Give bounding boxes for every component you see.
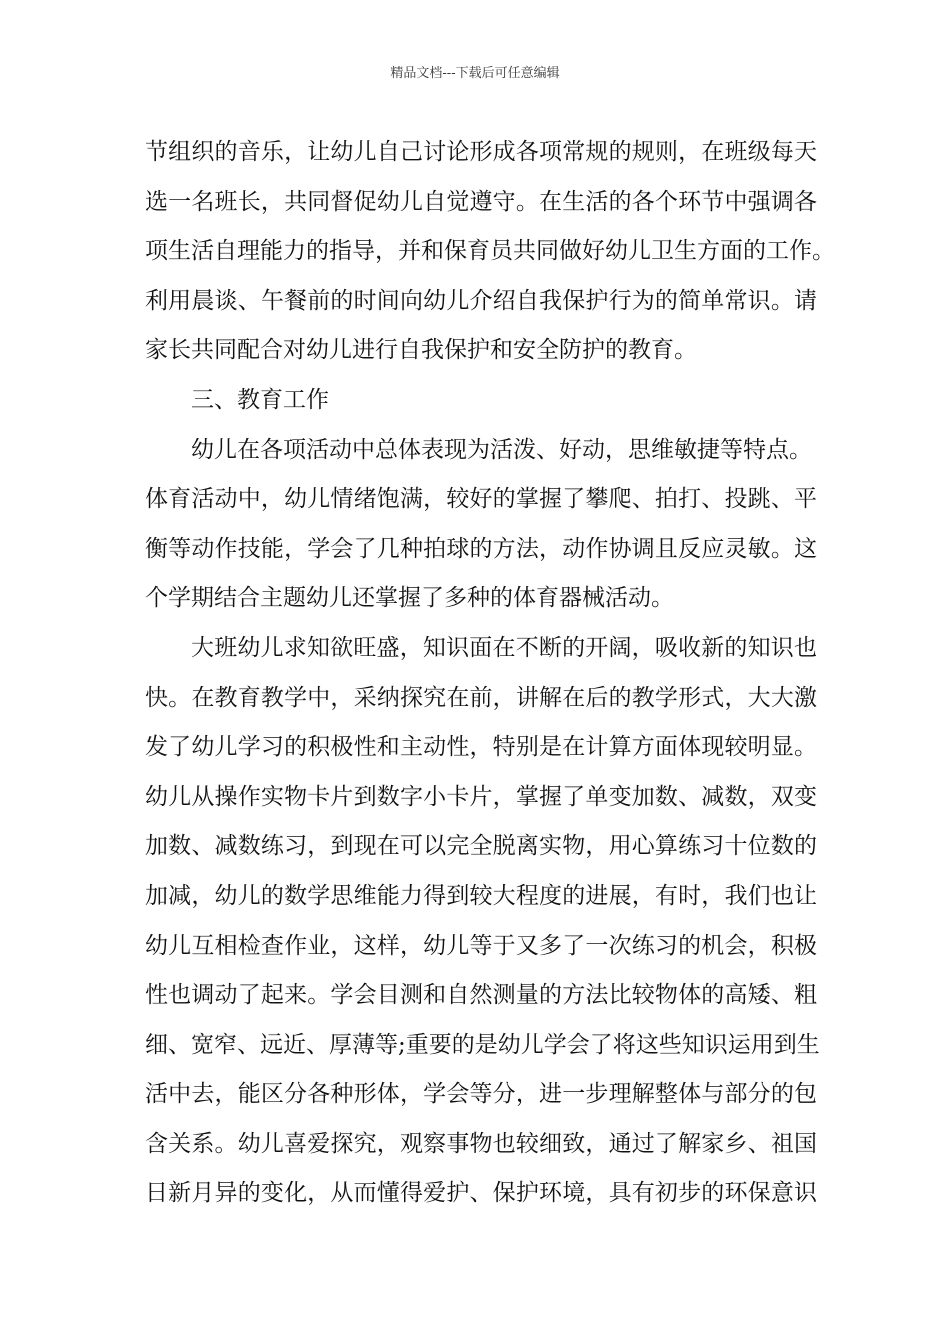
text-line: 加数、减数练习，到现在可以完全脱离实物，用心算练习十位数的: [145, 833, 817, 860]
text-line: 选一名班长，共同督促幼儿自觉遵守。在生活的各个环节中强调各: [145, 188, 817, 215]
text-line: 项生活自理能力的指导，并和保育员共同做好幼儿卫生方面的工作。: [145, 238, 835, 265]
text-line: 幼儿从操作实物卡片到数字小卡片，掌握了单变加数、减数，双变: [145, 783, 817, 810]
text-line: 快。在教育教学中，采纳探究在前，讲解在后的教学形式，大大激: [145, 684, 817, 711]
text-line: 性也调动了起来。学会目测和自然测量的方法比较物体的高矮、粗: [145, 982, 817, 1009]
section-heading: 三、教育工作: [191, 386, 329, 413]
text-line: 个学期结合主题幼儿还掌握了多种的体育器械活动。: [145, 585, 674, 612]
text-line: 大班幼儿求知欲旺盛，知识面在不断的开阔，吸收新的知识也: [191, 634, 817, 661]
text-line: 含关系。幼儿喜爱探究，观察事物也较细致，通过了解家乡、祖国: [145, 1130, 817, 1157]
text-line: 活中去，能区分各种形体，学会等分，进一步理解整体与部分的包: [145, 1081, 817, 1108]
text-line: 日新月异的变化，从而懂得爱护、保护环境，具有初步的环保意识: [145, 1180, 817, 1207]
text-line: 家长共同配合对幼儿进行自我保护和安全防护的教育。: [145, 337, 697, 364]
text-line: 衡等动作技能，学会了几种拍球的方法，动作协调且反应灵敏。这: [145, 535, 817, 562]
text-line: 加减，幼儿的数学思维能力得到较大程度的进展，有时，我们也让: [145, 882, 817, 909]
document-body: [145, 128, 835, 1219]
page-header: 精品文档---下载后可任意编辑: [390, 66, 560, 81]
text-line: 体育活动中，幼儿情绪饱满，较好的掌握了攀爬、拍打、投跳、平: [145, 486, 817, 513]
text-line: 发了幼儿学习的积极性和主动性，特别是在计算方面体现较明显。: [145, 734, 817, 761]
text-line: 节组织的音乐，让幼儿自己讨论形成各项常规的规则，在班级每天: [145, 139, 817, 165]
text-line: 幼儿在各项活动中总体表现为活泼、好动，思维敏捷等特点。: [191, 436, 812, 463]
text-line: 细、宽窄、远近、厚薄等;重要的是幼儿学会了将这些知识运用到生: [145, 1031, 820, 1058]
text-line: 幼儿互相检查作业，这样，幼儿等于又多了一次练习的机会，积极: [145, 932, 817, 959]
text-line: 利用晨谈、午餐前的时间向幼儿介绍自我保护行为的简单常识。请: [145, 287, 817, 314]
